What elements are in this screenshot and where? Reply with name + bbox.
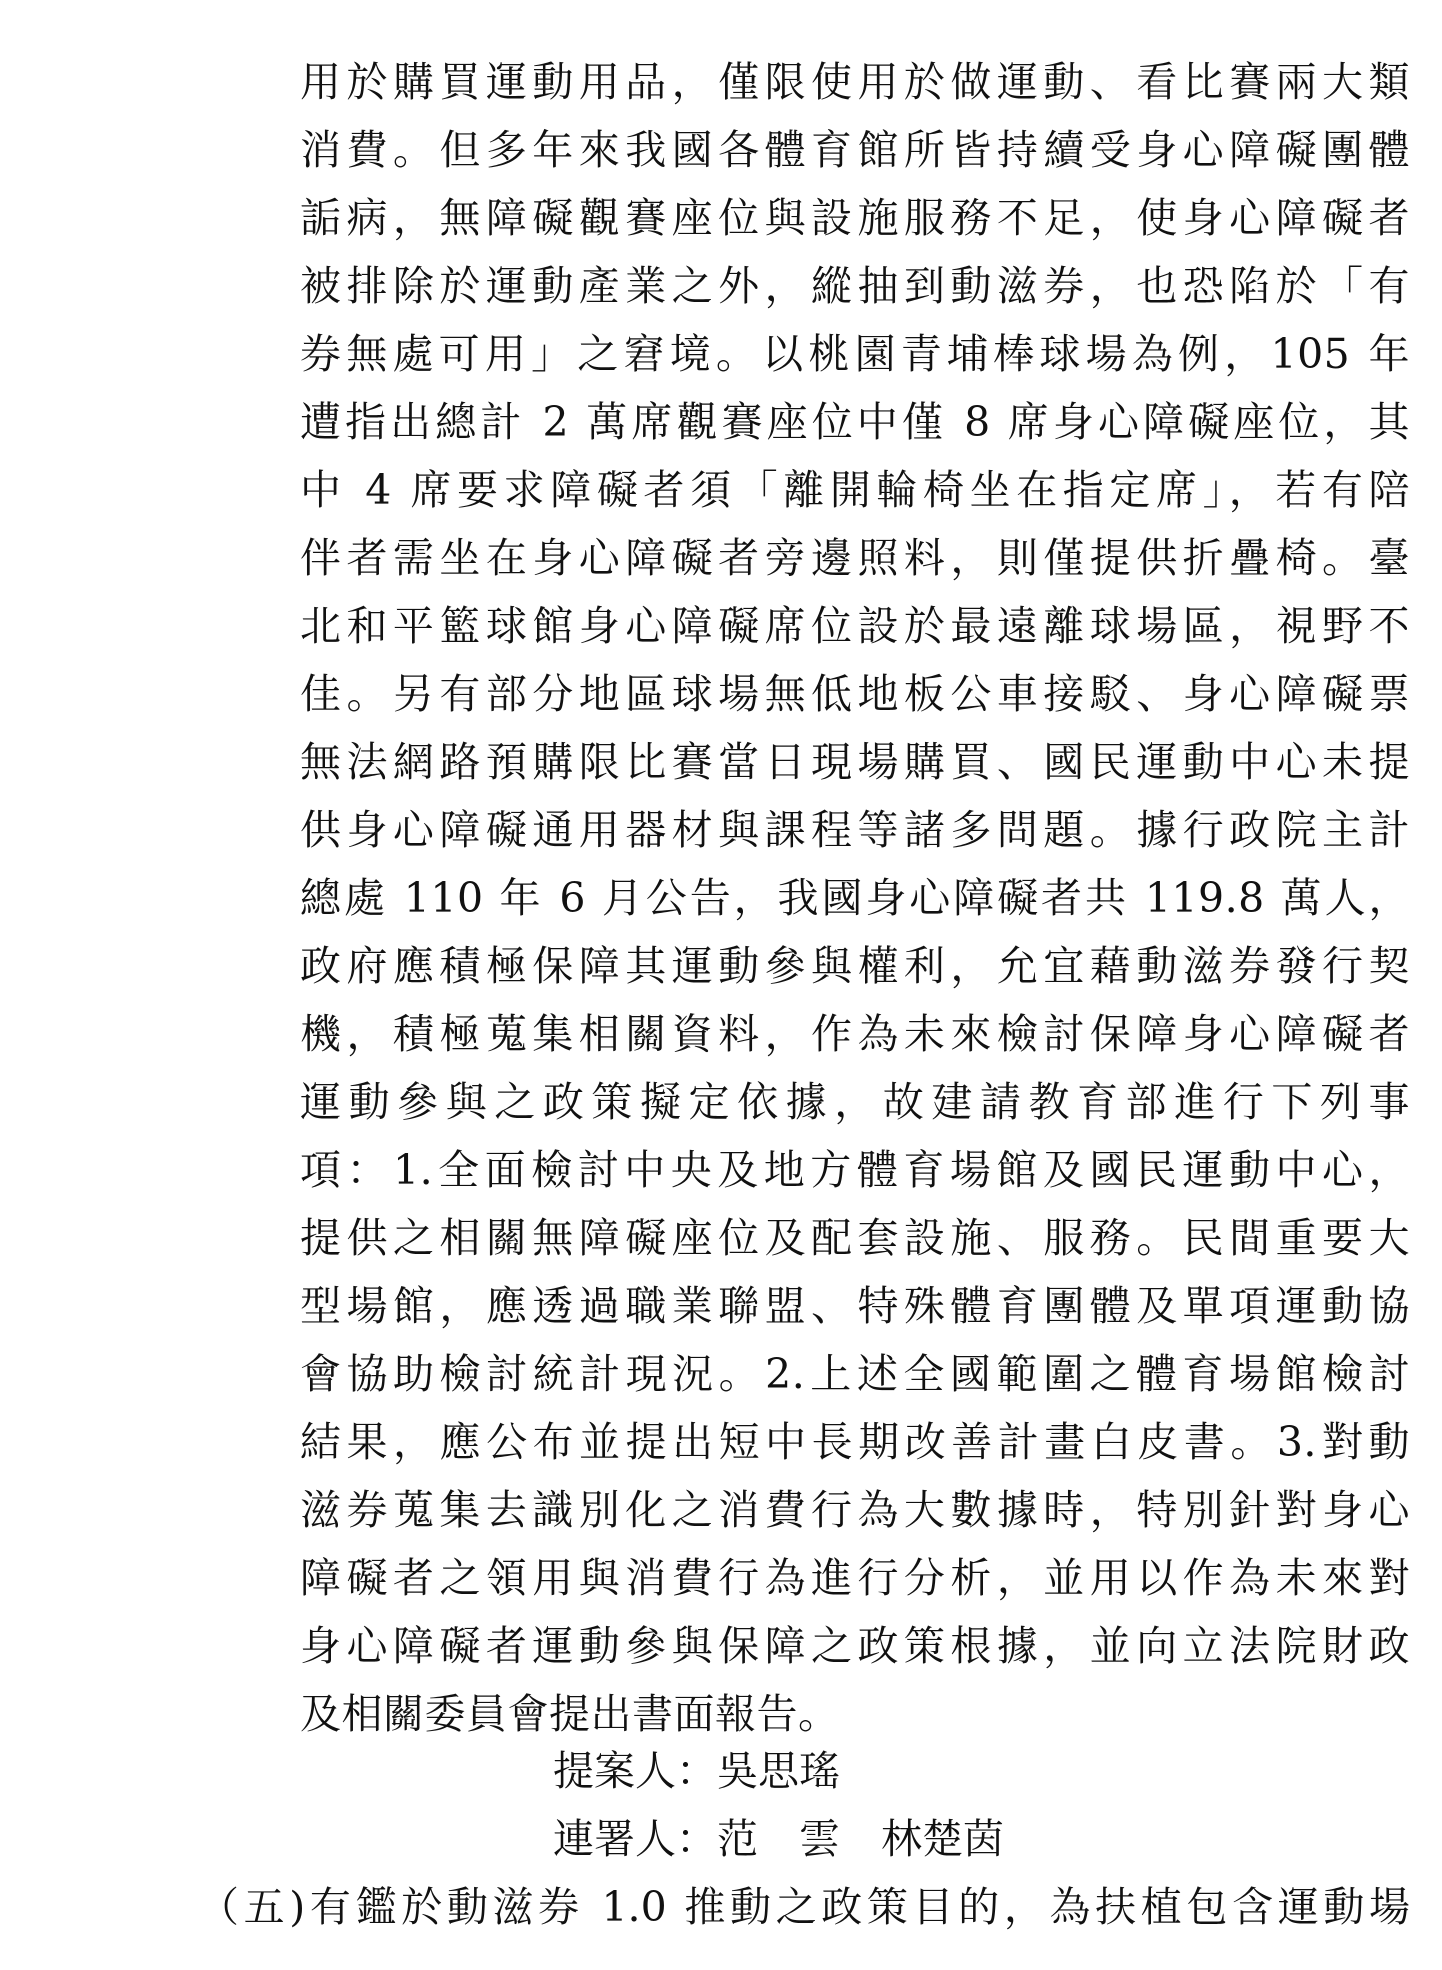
paragraph-line: 提供之相關無障礙座位及配套設施、服務。民間重要大	[300, 1214, 1410, 1262]
paragraph-line: 供身心障礙通用器材與課程等諸多問題。據行政院主計	[300, 806, 1410, 854]
paragraph-line: 無法網路預購限比賽當日現場購買、國民運動中心未提	[300, 738, 1410, 786]
paragraph-line: 伴者需坐在身心障礙者旁邊照料，則僅提供折疊椅。臺	[300, 534, 1410, 582]
next-item-heading: （五)有鑑於動滋券 1.0 推動之政策目的，為扶植包含運動場	[198, 1883, 1410, 1931]
paragraph-line: 詬病，無障礙觀賽座位與設施服務不足，使身心障礙者	[300, 194, 1410, 242]
paragraph-line: 身心障礙者運動參與保障之政策根據，並向立法院財政	[300, 1622, 1410, 1670]
paragraph-line: 結果，應公布並提出短中長期改善計畫白皮書。3.對動	[300, 1418, 1410, 1466]
paragraph-line: 會協助檢討統計現況。2.上述全國範圍之體育場館檢討	[300, 1350, 1410, 1398]
paragraph-line: 運動參與之政策擬定依據，故建請教育部進行下列事	[300, 1078, 1410, 1126]
paragraph-line: 滋券蒐集去識別化之消費行為大數據時，特別針對身心	[300, 1486, 1410, 1534]
cosigners-line: 連署人：范 雲 林楚茵	[553, 1815, 1004, 1863]
paragraph-line: 項：1.全面檢討中央及地方體育場館及國民運動中心，	[300, 1146, 1410, 1194]
paragraph-line: 型場館，應透過職業聯盟、特殊體育團體及單項運動協	[300, 1282, 1410, 1330]
paragraph-line: 及相關委員會提出書面報告。	[300, 1690, 840, 1738]
paragraph-line: 中 4 席要求障礙者須「離開輪椅坐在指定席」，若有陪	[300, 466, 1410, 514]
paragraph-line: 北和平籃球館身心障礙席位設於最遠離球場區，視野不	[300, 602, 1410, 650]
paragraph-line: 總處 110 年 6 月公告，我國身心障礙者共 119.8 萬人，	[300, 874, 1410, 922]
paragraph-line: 消費。但多年來我國各體育館所皆持續受身心障礙團體	[300, 126, 1410, 174]
paragraph-line: 被排除於運動產業之外，縱抽到動滋券，也恐陷於「有	[300, 262, 1410, 310]
paragraph-line: 用於購買運動用品，僅限使用於做運動、看比賽兩大類	[300, 58, 1410, 106]
paragraph-line: 佳。另有部分地區球場無低地板公車接駁、身心障礙票	[300, 670, 1410, 718]
paragraph-line: 機，積極蒐集相關資料，作為未來檢討保障身心障礙者	[300, 1010, 1410, 1058]
paragraph-line: 遭指出總計 2 萬席觀賽座位中僅 8 席身心障礙座位，其	[300, 398, 1410, 446]
paragraph-line: 券無處可用」之窘境。以桃園青埔棒球場為例，105 年	[300, 330, 1410, 378]
proposer-line: 提案人：吳思瑤	[553, 1747, 840, 1795]
proposal-paragraph	[300, 48, 1410, 1748]
paragraph-line: 障礙者之領用與消費行為進行分析，並用以作為未來對	[300, 1554, 1410, 1602]
paragraph-line: 政府應積極保障其運動參與權利，允宜藉動滋券發行契	[300, 942, 1410, 990]
